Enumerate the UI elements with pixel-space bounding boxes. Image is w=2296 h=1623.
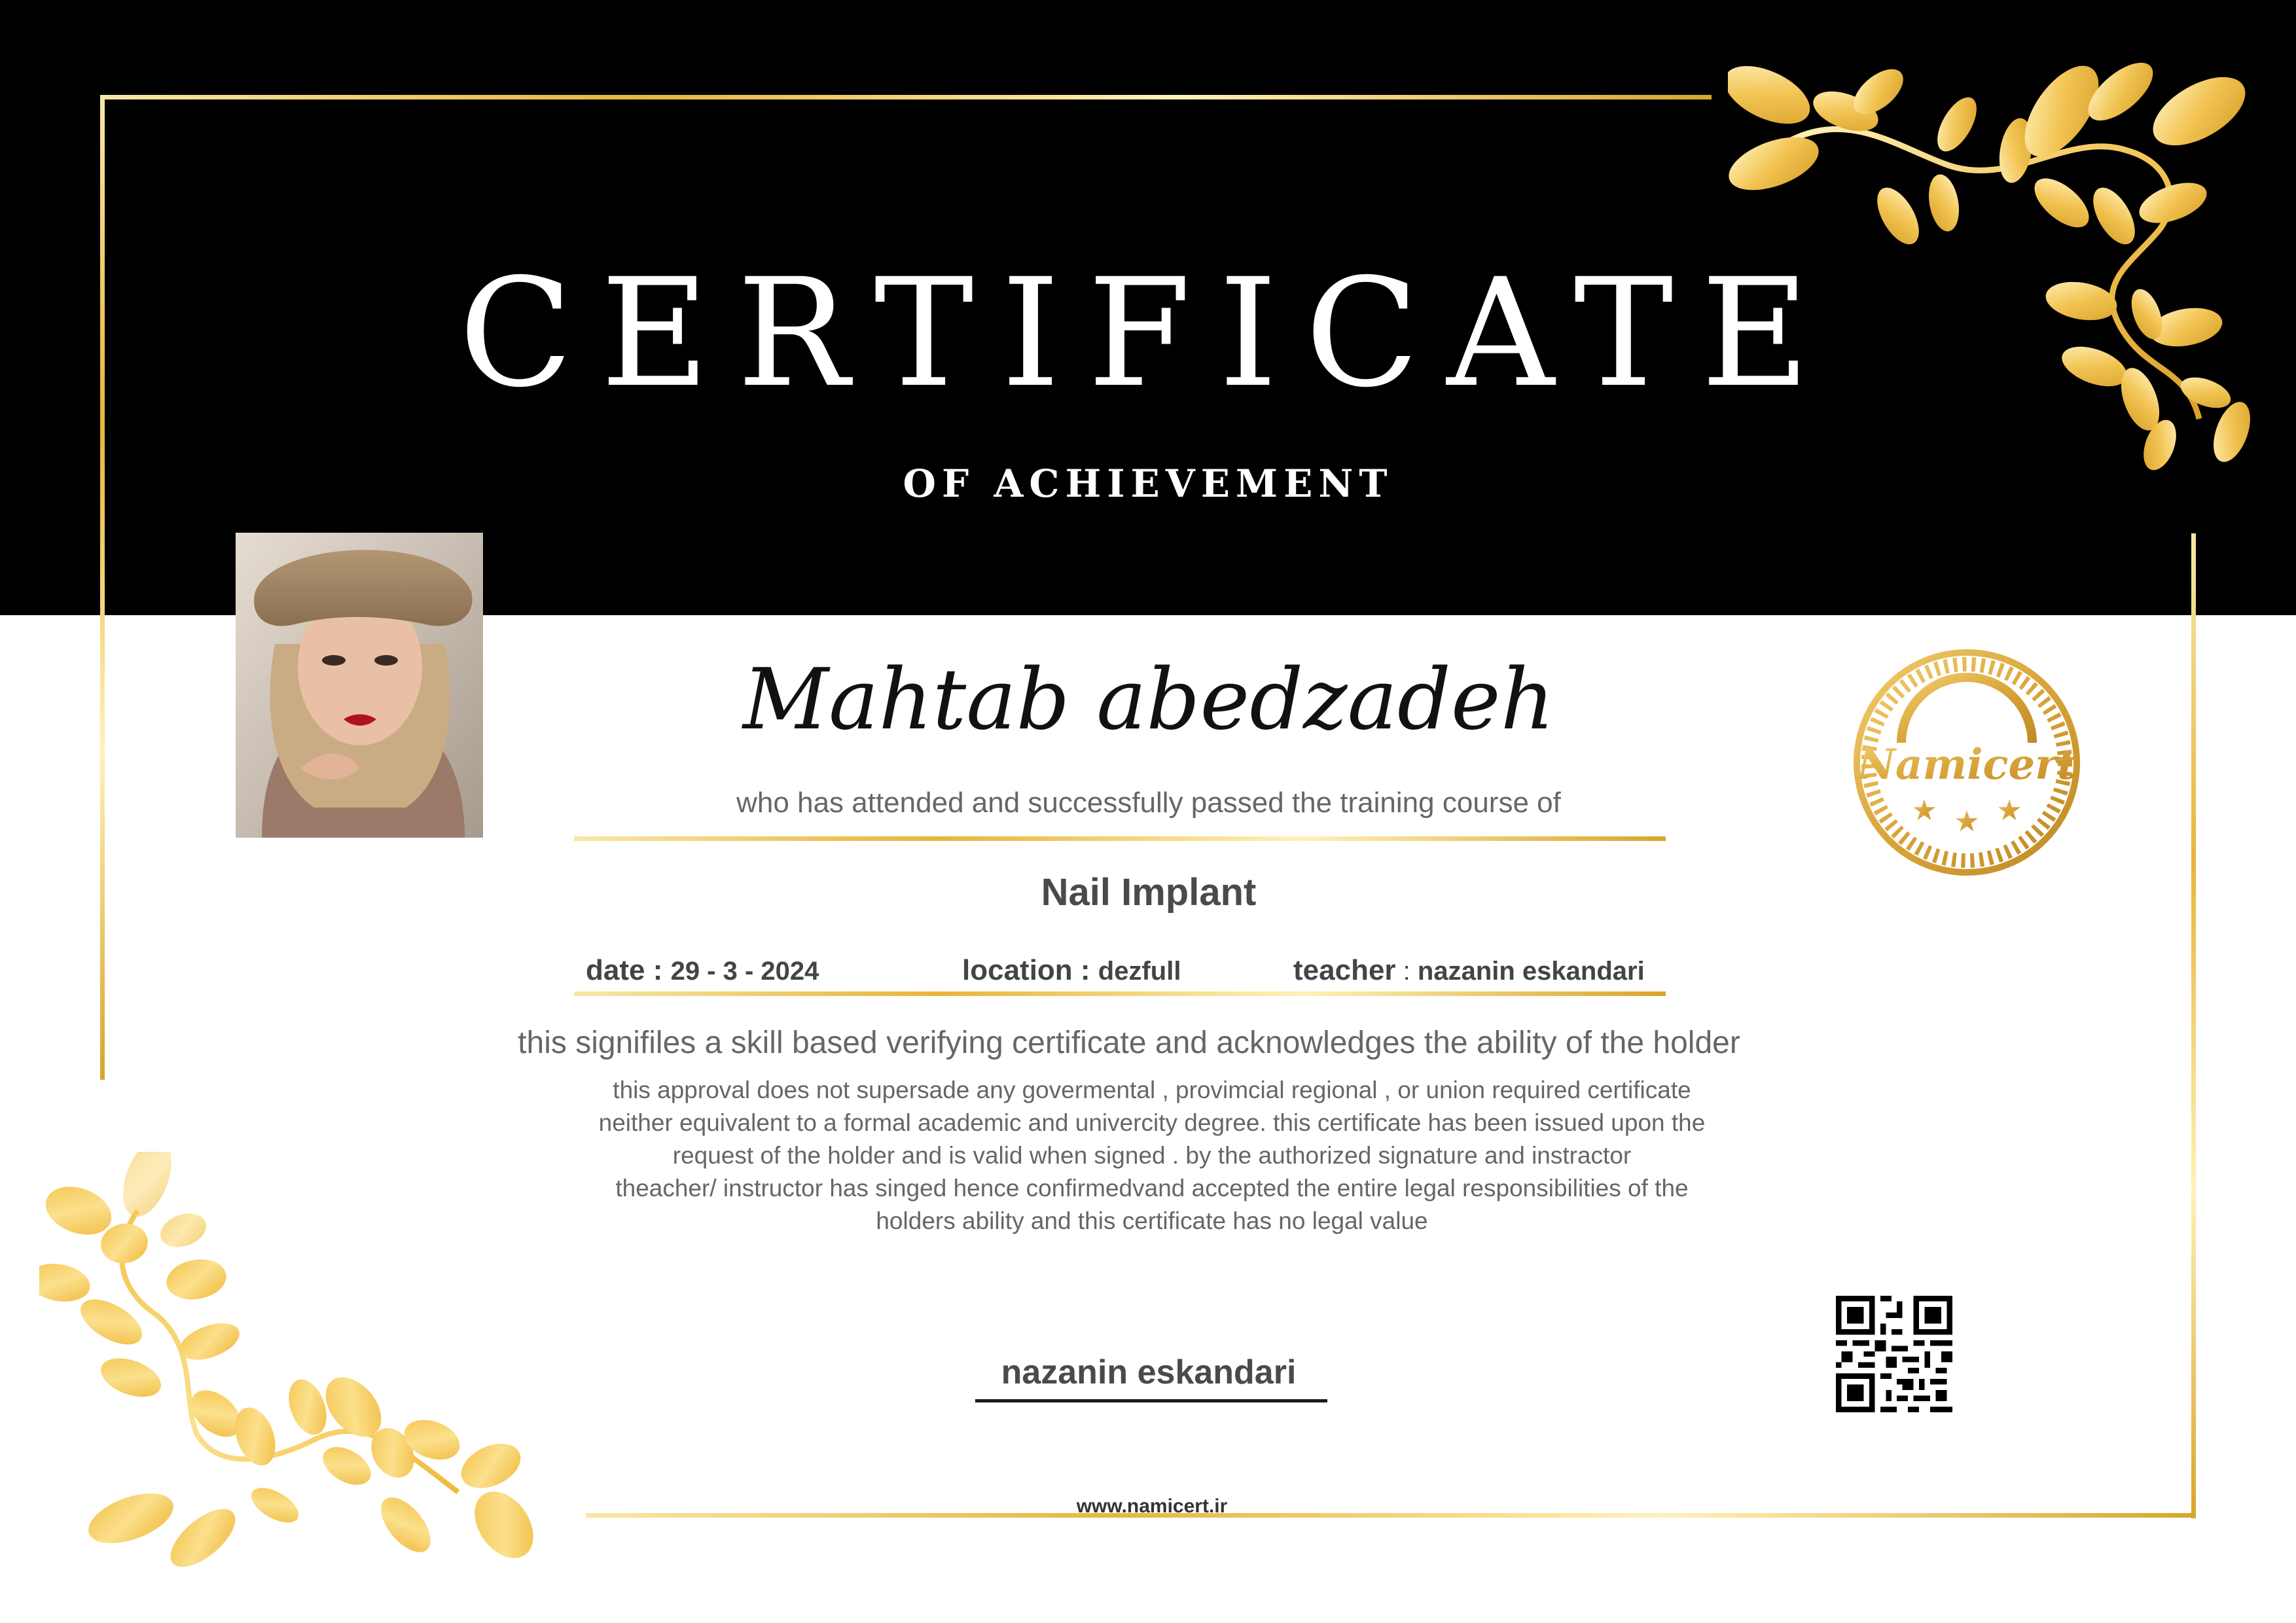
teacher-label: teacher	[1293, 954, 1396, 986]
date-label: date :	[586, 954, 663, 986]
gold-leaves-top-right-icon	[1728, 52, 2265, 497]
holder-portrait-photo-icon	[236, 533, 483, 838]
svg-text:★: ★	[1911, 794, 1937, 827]
certificate-subtitle: OF ACHIEVEMENT	[903, 461, 1393, 506]
teacher-value: nazanin eskandari	[1417, 957, 1645, 986]
location-label: location :	[962, 954, 1090, 986]
teacher-separator: :	[1395, 957, 1418, 986]
description-line: neither equivalent to a formal academic and univercity degree. this certificate has been issued upon the	[598, 1109, 1706, 1136]
description-line: holders ability and this certificate has no legal value	[876, 1207, 1428, 1234]
website-url[interactable]: www.namicert.ir	[1076, 1495, 1228, 1517]
seal-brand-text: Namicert	[1857, 740, 2077, 789]
signature-name: nazanin eskandari	[1001, 1353, 1297, 1391]
description-body	[471, 1074, 1833, 1238]
location-field	[962, 954, 1181, 987]
description-main: this signifiles a skill based verifying certificate and acknowledges the ability of the holder	[518, 1026, 1740, 1060]
holder-name: Mahtab abedzadeh	[743, 651, 1554, 749]
lead-text: who has attended and successfully passed the training course of	[736, 787, 1561, 819]
frame-top-line	[101, 95, 1712, 99]
seal-emblem-icon	[1849, 645, 2085, 880]
frame-bottom-line	[586, 1513, 2196, 1518]
course-title: Nail Implant	[1041, 871, 1257, 914]
date-value: 29 - 3 - 2024	[670, 957, 819, 986]
description-line: this approval does not supersade any govermental , provimcial regional , or union required certificate	[613, 1077, 1691, 1103]
teacher-field	[1293, 954, 1645, 987]
frame-left-line	[100, 95, 105, 1080]
svg-text:★: ★	[1954, 805, 1980, 838]
frame-right-line	[2191, 533, 2196, 1518]
location-value: dezfull	[1098, 957, 1181, 986]
date-field	[586, 954, 819, 987]
signature-line	[975, 1399, 1327, 1402]
description-line: request of the holder and is valid when signed . by the authorized signature and instractor	[672, 1142, 1632, 1169]
details-underline	[574, 991, 1666, 996]
lead-underline	[574, 836, 1666, 841]
holder-photo	[236, 533, 483, 838]
svg-text:★: ★	[1996, 794, 2022, 827]
certificate-title: CERTIFICATE	[458, 246, 1838, 420]
qr-code-icon	[1836, 1296, 1952, 1412]
description-line: theacher/ instructor has singed hence confirmedvand accepted the entire legal responsibilities of the	[615, 1175, 1689, 1202]
